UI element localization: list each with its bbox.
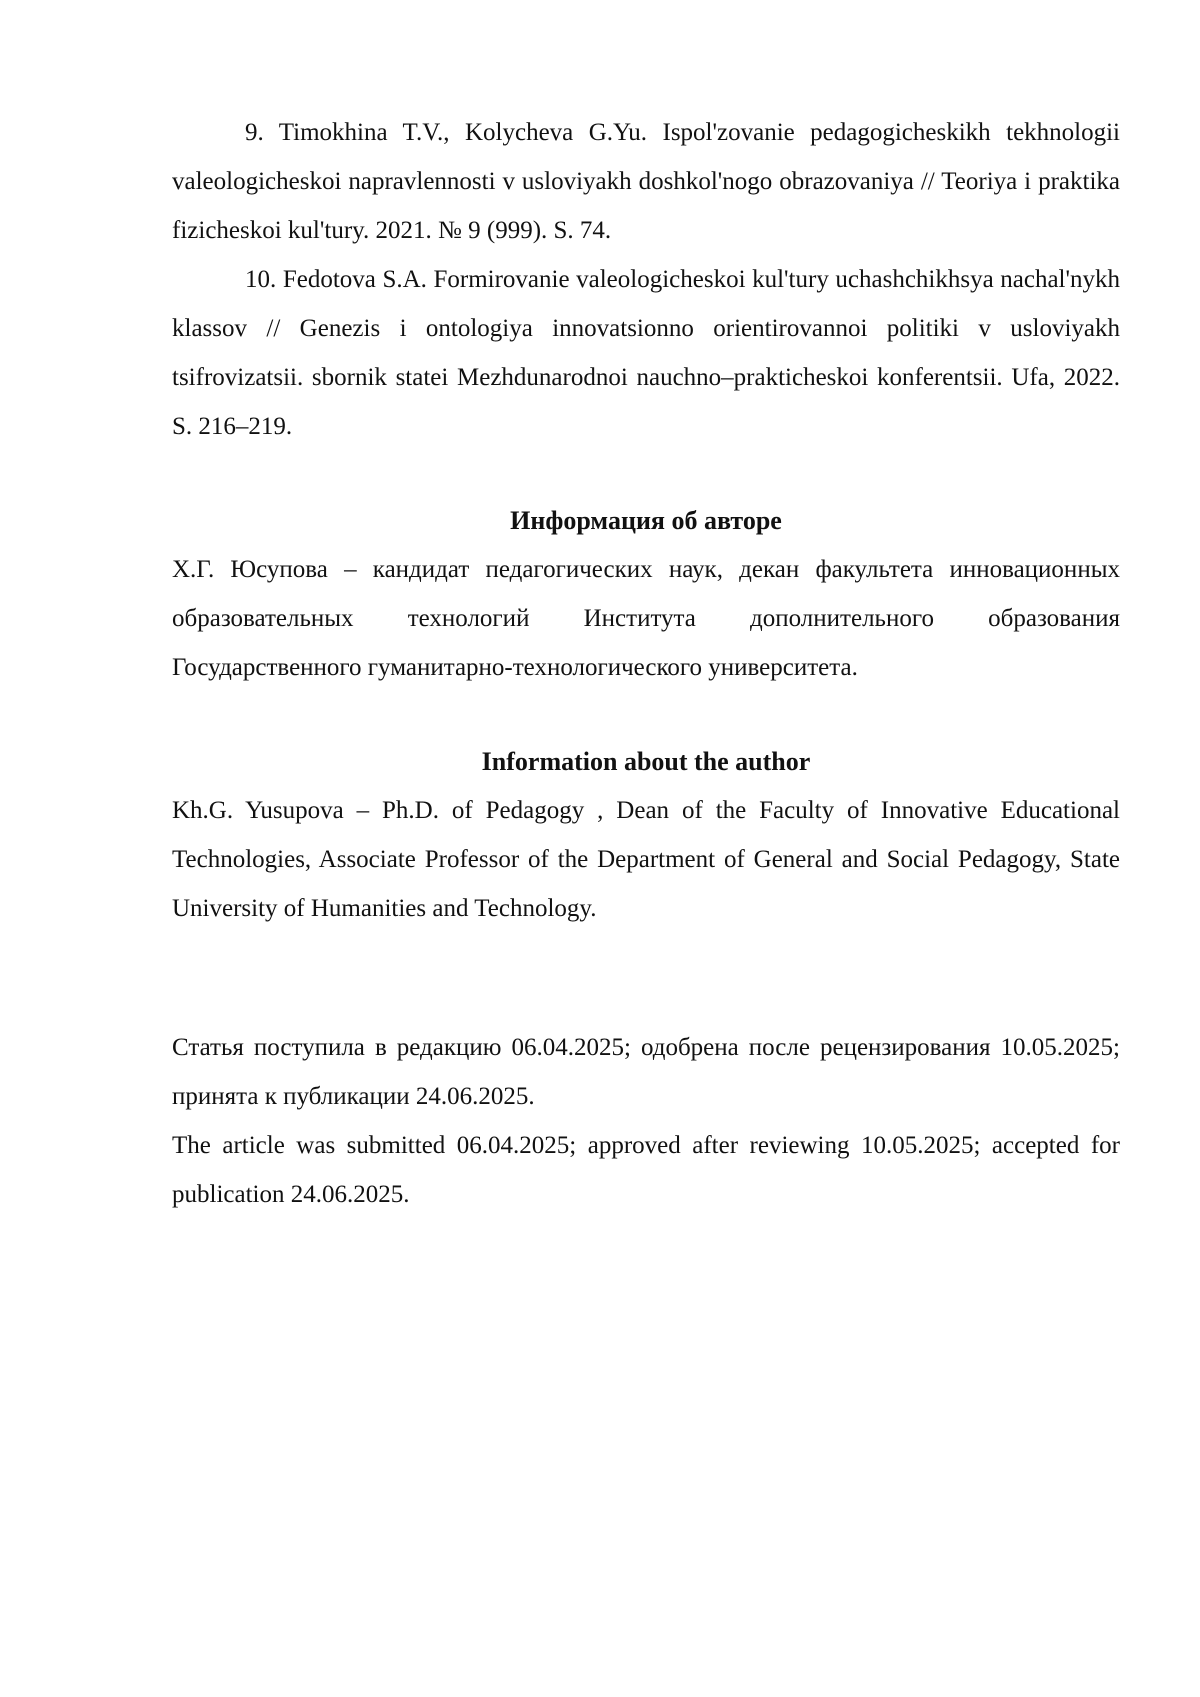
article-dates-en: The article was submitted 06.04.2025; approved after reviewing 10.05.2025; accepted for publication 24.06.2025. — [172, 1132, 1120, 1208]
article-dates-ru: Статья поступила в редакцию 06.04.2025; одобрена после рецензирования 10.05.2025; принята к публикации 24.06.2025. — [172, 1034, 1120, 1110]
author-info-ru — [172, 496, 1120, 692]
document-page — [172, 108, 1120, 1219]
spacer — [172, 451, 1120, 496]
spacer — [172, 933, 1120, 1023]
author-info-ru-heading: Информация об авторе — [510, 506, 782, 535]
reference-list — [172, 108, 1120, 451]
author-info-en-text: Kh.G. Yusupova – Ph.D. of Pedagogy , Dean of the Faculty of Innovative Educational Technologies, Associate Professor of the Department of General and Social Pedagogy, State University of Humanities and Technology. — [172, 797, 1120, 922]
article-dates — [172, 1023, 1120, 1219]
author-info-en-heading: Information about the author — [481, 747, 811, 776]
reference-item-10: 10. Fedotova S.A. Formirovanie valeologicheskoi kul'tury uchashchikhsya nachal'nykh klassov // Genezis i ontologiya innovatsionno orientirovannoi politiki v usloviyakh tsifrovizatsii. sbornik statei Mezhdunarodnoi nauchno–prakticheskoi konferentsii. Ufa, 2022. S. 216–219. — [172, 266, 1120, 440]
author-info-ru-text: Х.Г. Юсупова – кандидат педагогических наук, декан факультета инновационных образовательных технологий Института дополнительного образования Государственного гуманитарно-технологического университета. — [172, 556, 1120, 681]
author-info-en — [172, 737, 1120, 933]
reference-item-9: 9. Timokhina T.V., Kolycheva G.Yu. Ispol'zovanie pedagogicheskikh tekhnologii valeologicheskoi napravlennosti v usloviyakh doshkol'nogo obrazovaniya // Teoriya i praktika fizicheskoi kul'tury. 2021. № 9 (999). S. 74. — [172, 119, 1120, 244]
spacer — [172, 692, 1120, 737]
